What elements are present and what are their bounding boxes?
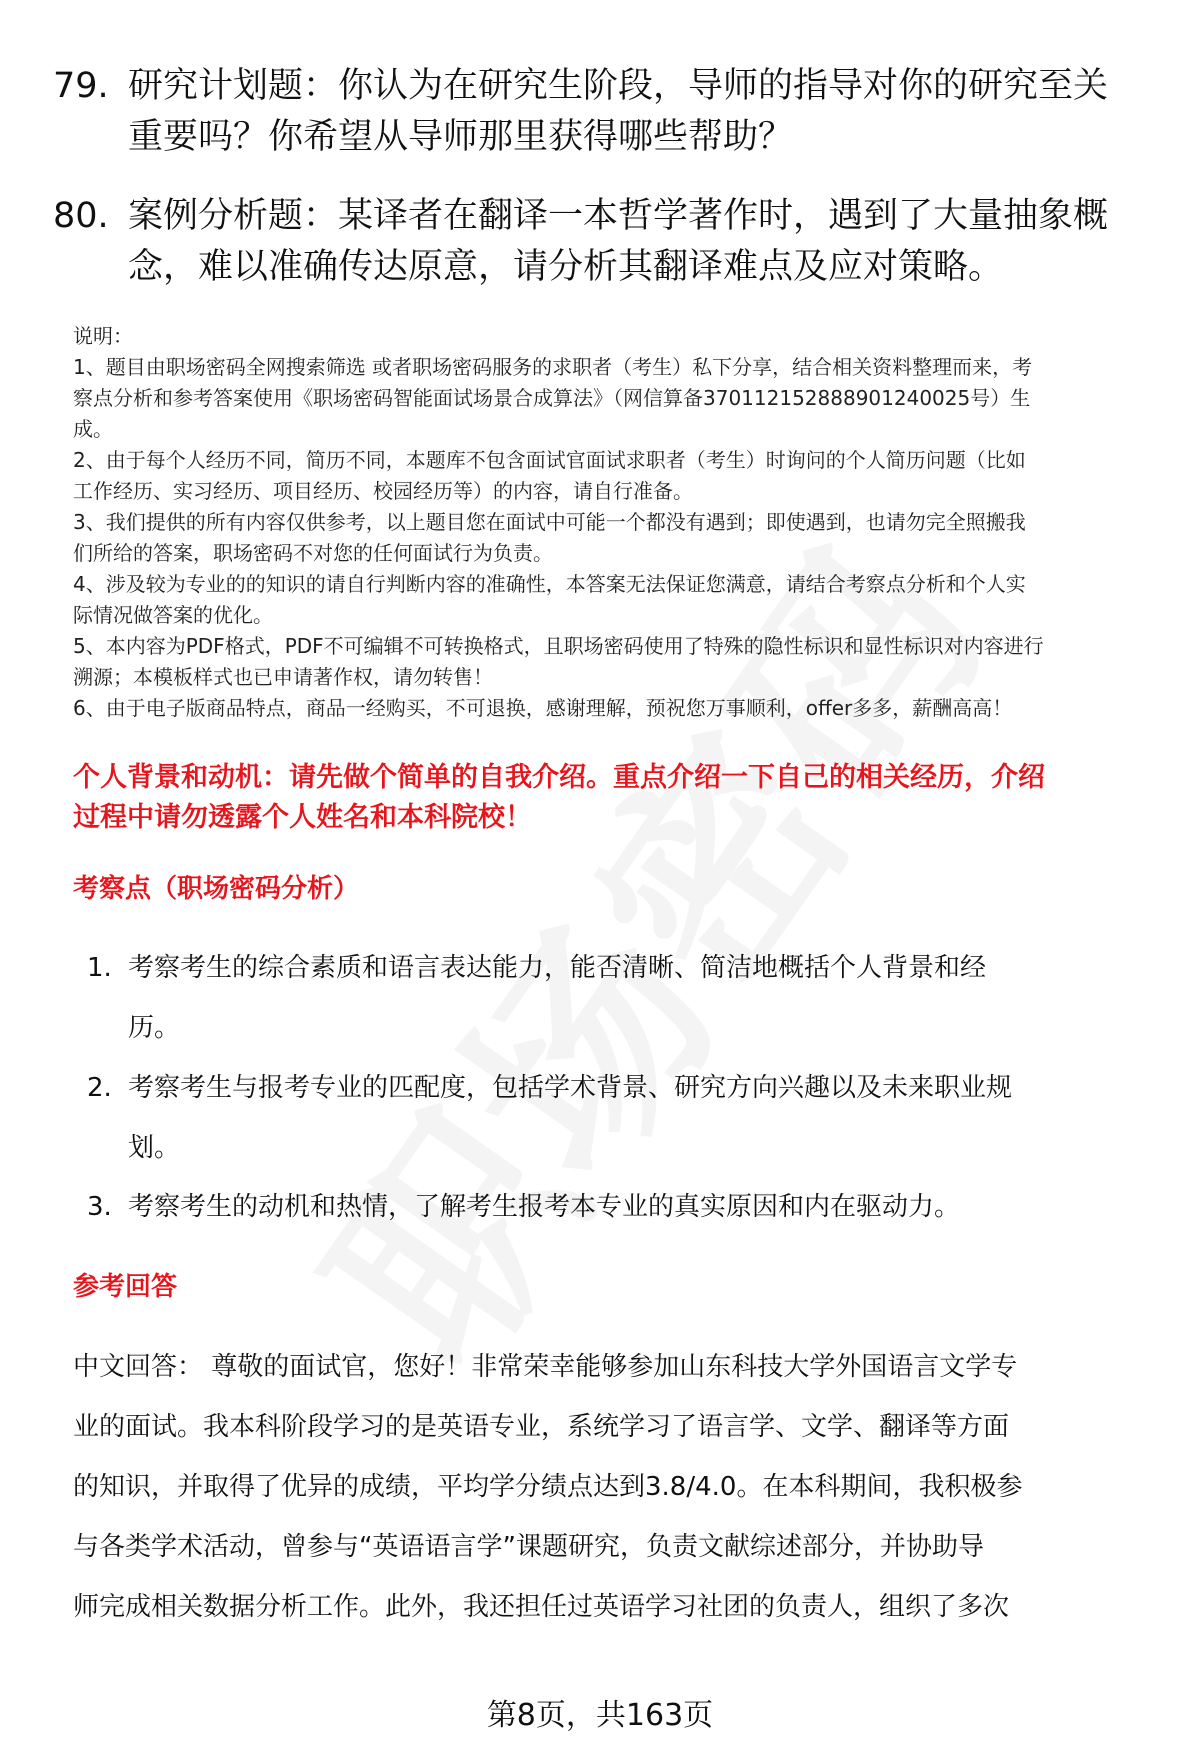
list-item-line: 考察考生的综合素质和语言表达能力，能否清晰、简洁地概括个人背景和经 [128,953,987,983]
notes-line: 成。 [73,417,113,441]
question-number: 80. [53,196,109,236]
answer-line: 师完成相关数据分析工作。此外，我还担任过英语学习社团的负责人，组织了多次 [73,1592,1010,1622]
notes-line: 工作经历、实习经历、项目经历、校园经历等）的内容，请自行准备。 [73,479,693,503]
list-item-line: 历。 [128,1013,181,1043]
notes-line: 说明： [73,324,133,348]
notes-line: 2、由于每个人经历不同，简历不同，本题库不包含面试官面试求职者（考生）时询问的个人简历问题（比如 [73,448,1026,472]
question-text-line: 念，难以准确传达原意，请分析其翻译难点及应对策略。 [128,247,1004,287]
question-text-line: 重要吗？你希望从导师那里获得哪些帮助？ [128,117,794,157]
notes-line: 际情况做答案的优化。 [73,603,273,627]
question-title-line: 过程中请勿透露个人姓名和本科院校！ [73,802,532,833]
answer-line: 与各类学术活动，曾参与“英语语言学”课题研究，负责文献综述部分，并协助导 [73,1532,984,1562]
question-text-line: 研究计划题：你认为在研究生阶段，导师的指导对你的研究至关 [128,66,1109,106]
list-item-line: 考察考生与报考专业的匹配度，包括学术背景、研究方向兴趣以及未来职业规 [128,1073,1013,1103]
answer-line: 业的面试。我本科阶段学习的是英语专业，系统学习了语言学、文学、翻译等方面 [73,1412,1010,1442]
watermark [241,474,1040,1417]
list-number: 1. [87,953,112,983]
notes-line: 3、我们提供的所有内容仅供参考，以上题目您在面试中可能一个都没有遇到；即使遇到，也请勿完全照搬我 [73,510,1026,534]
question-text-line: 案例分析题：某译者在翻译一本哲学著作时，遇到了大量抽象概 [128,196,1109,236]
notes-line: 们所给的答案，职场密码不对您的任何面试行为负责。 [73,541,553,565]
answer-line: 的知识，并取得了优异的成绩，平均学分绩点达到3.8/4.0。在本科期间，我积极参 [73,1472,1023,1502]
notes-line: 1、题目由职场密码全网搜索筛选 或者职场密码服务的求职者（考生）私下分享，结合相关资料整理而来，考 [73,355,1033,379]
analysis-heading: 考察点（职场密码分析） [73,874,360,904]
notes-line: 溯源；本模板样式也已申请著作权，请勿转售！ [73,665,493,689]
question-title-line: 个人背景和动机：请先做个简单的自我介绍。重点介绍一下自己的相关经历，介绍 [73,762,1045,793]
question-number: 79. [53,66,109,106]
notes-line: 察点分析和参考答案使用《职场密码智能面试场景合成算法》（网信算备370112152888901240025号）生 [73,386,1031,410]
notes-line: 4、涉及较为专业的的知识的请自行判断内容的准确性，本答案无法保证您满意，请结合考察点分析和个人实 [73,572,1026,596]
list-number: 2. [87,1073,112,1103]
answer-heading: 参考回答 [73,1272,178,1302]
notes-line: 6、由于电子版商品特点，商品一经购买，不可退换，感谢理解，预祝您万事顺利，offer多多，薪酬高高！ [73,696,1013,720]
answer-line: 中文回答： 尊敬的面试官，您好！非常荣幸能够参加山东科技大学外国语言文学专 [73,1352,1018,1382]
list-item-line: 考察考生的动机和热情，了解考生报考本专业的真实原因和内在驱动力。 [128,1192,961,1222]
notes-line: 5、本内容为PDF格式，PDF不可编辑不可转换格式，且职场密码使用了特殊的隐性标识和显性标识对内容进行 [73,634,1044,658]
list-number: 3. [87,1192,112,1222]
page-number-footer: 第8页，共163页 [486,1698,714,1733]
list-item-line: 划。 [128,1133,181,1163]
